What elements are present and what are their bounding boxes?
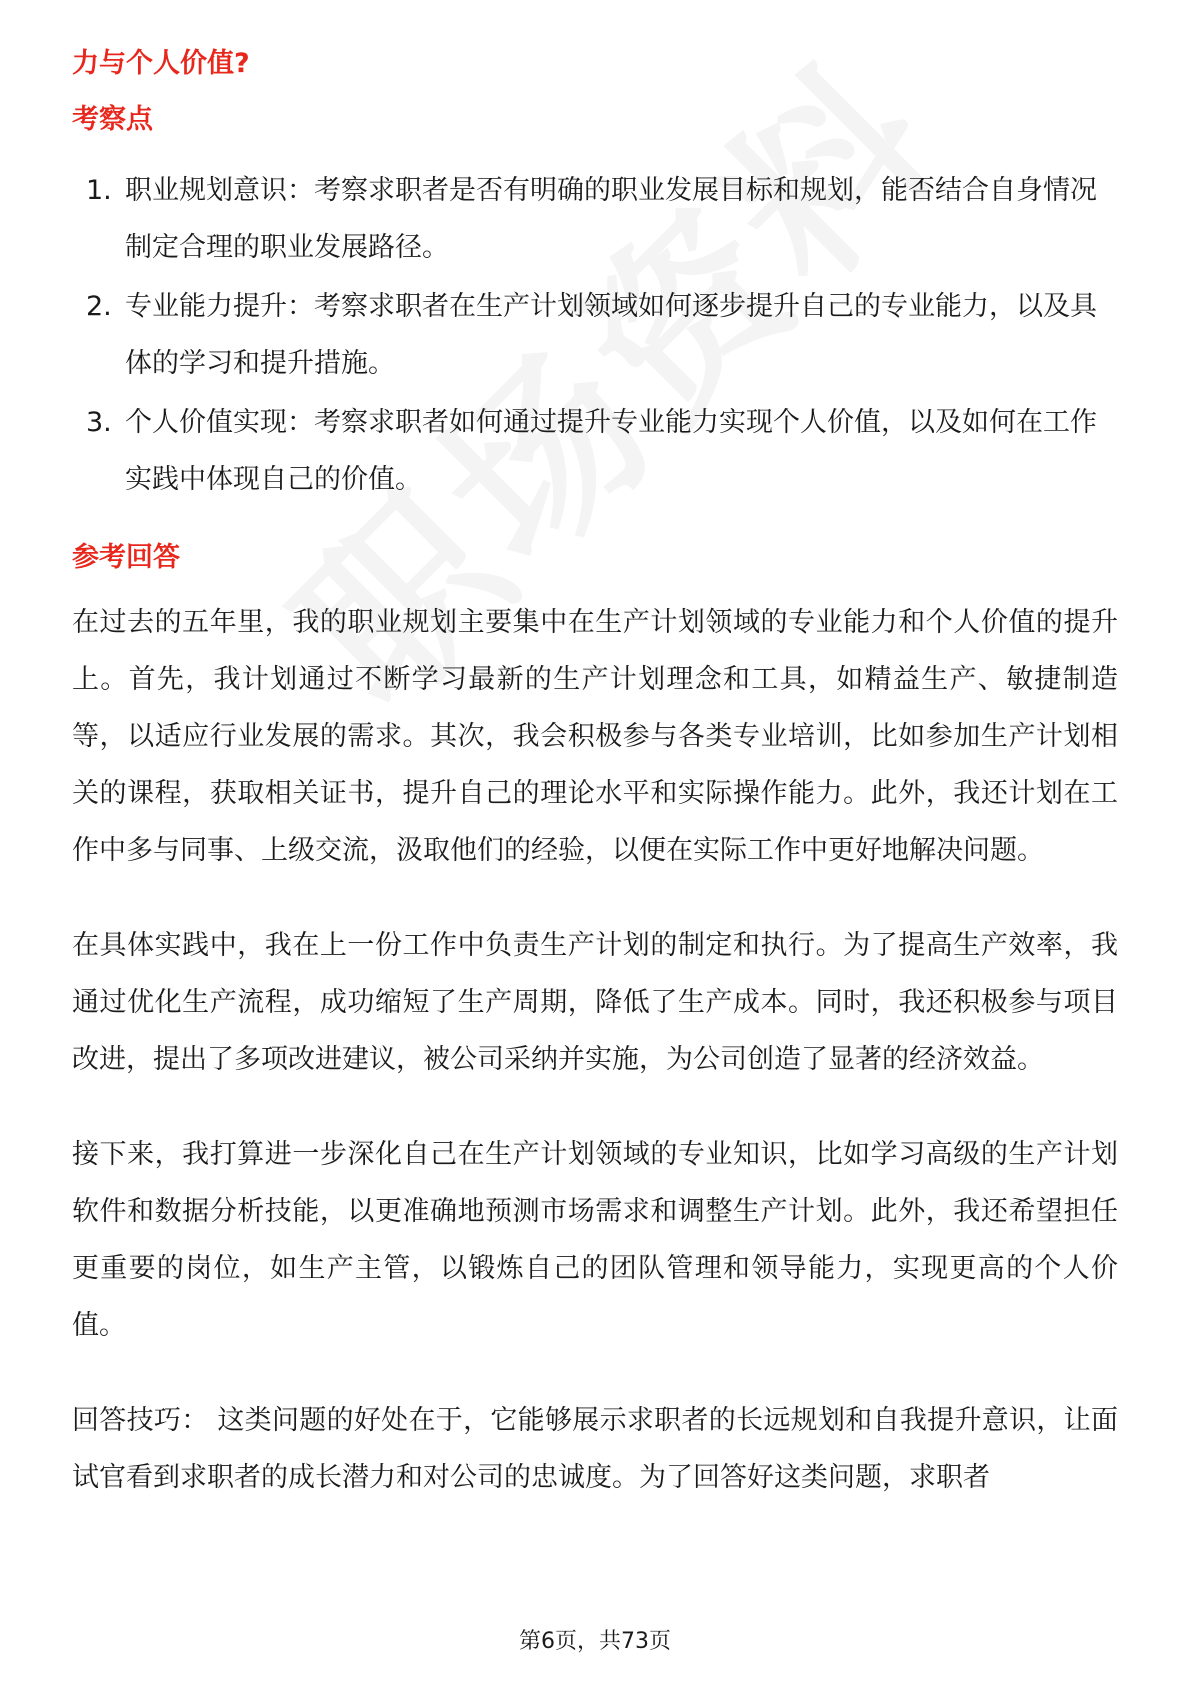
answer-paragraph: 在过去的五年里，我的职业规划主要集中在生产计划领域的专业能力和个人价值的提升上。首先，我计划通过不断学习最新的生产计划理念和工具，如精益生产、敏捷制造等，以适应行业发展的需求。其次，我会积极参与各类专业培训，比如参加生产计划相关的课程，获取相关证书，提升自己的理论水平和实际操作能力。此外，我还计划在工作中多与同事、上级交流，汲取他们的经验，以便在实际工作中更好地解决问题。 [72, 607, 1118, 866]
page-footer: 第6页，共73页 [519, 1629, 671, 1654]
point-item [72, 394, 1118, 508]
page-content [72, 44, 1118, 1544]
points-heading: 考察点 [72, 104, 153, 135]
point-text: 职业规划意识：考察求职者是否有明确的职业发展目标和规划，能否结合自身情况制定合理的职业发展路径。 [125, 175, 1097, 263]
points-list [72, 162, 1118, 508]
answer-paragraph: 接下来，我打算进一步深化自己在生产计划领域的专业知识，比如学习高级的生产计划软件和数据分析技能，以更准确地预测市场需求和调整生产计划。此外，我还希望担任更重要的岗位，如生产主管，以锻炼自己的团队管理和领导能力，实现更高的个人价值。 [72, 1139, 1118, 1341]
answer-paragraph: 在具体实践中，我在上一份工作中负责生产计划的制定和执行。为了提高生产效率，我通过优化生产流程，成功缩短了生产周期，降低了生产成本。同时，我还积极参与项目改进，提出了多项改进建议，被公司采纳并实施，为公司创造了显著的经济效益。 [72, 930, 1118, 1075]
point-item [72, 162, 1118, 276]
point-text: 专业能力提升：考察求职者在生产计划领域如何逐步提升自己的专业能力，以及具体的学习和提升措施。 [125, 291, 1097, 379]
point-number: 2. [86, 291, 112, 322]
point-number: 3. [86, 407, 112, 438]
point-item [72, 278, 1118, 392]
point-text: 个人价值实现：考察求职者如何通过提升专业能力实现个人价值，以及如何在工作实践中体现自己的价值。 [125, 407, 1097, 495]
answer-heading: 参考回答 [72, 542, 180, 573]
question-title-tail: 力与个人价值? [72, 48, 250, 79]
tips-paragraph: 回答技巧： 这类问题的好处在于，它能够展示求职者的长远规划和自我提升意识，让面试官看到求职者的成长潜力和对公司的忠诚度。为了回答好这类问题，求职者 [72, 1405, 1118, 1493]
point-number: 1. [86, 175, 112, 206]
